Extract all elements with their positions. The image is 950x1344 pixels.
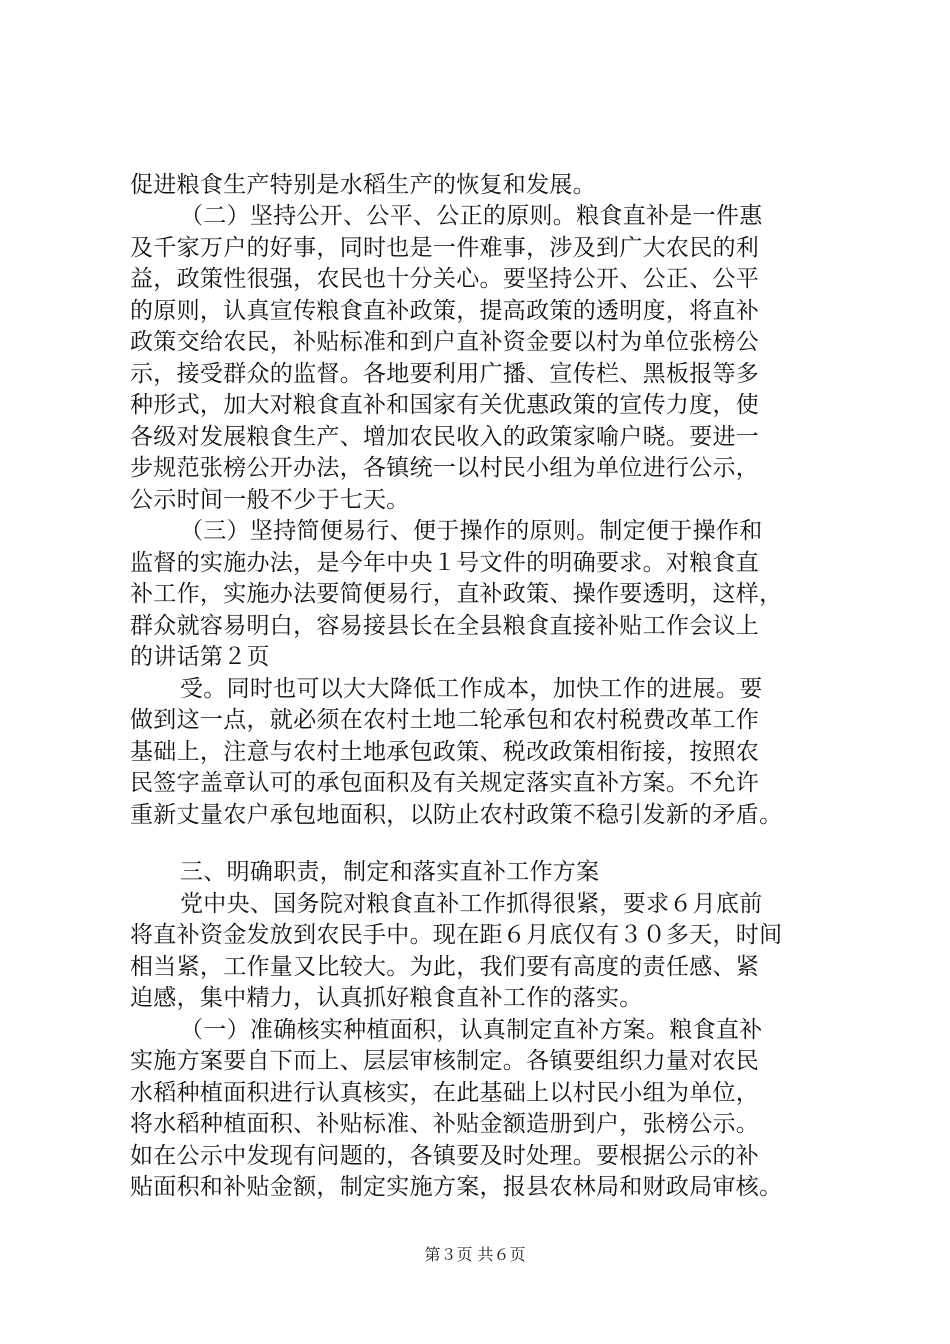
text-line: 示，接受群众的监督。各地要利用广播、宣传栏、黑板报等多 (130, 361, 760, 387)
text-line: 监督的实施办法，是今年中央１号文件的明确要求。对粮食直 (130, 550, 760, 576)
text-line: 民签字盖章认可的承包面积及有关规定落实直补方案。不允许 (130, 770, 760, 796)
section-heading: 三、明确职责，制定和落实直补工作方案 (180, 859, 600, 885)
text-line: 将直补资金发放到农民手中。现在距６月底仅有３０多天，时间 (130, 922, 783, 948)
text-line: 促进粮食生产特别是水稻生产的恢复和发展。 (130, 172, 596, 198)
text-line: 将水稻种植面积、补贴标准、补贴金额造册到户，张榜公示。 (130, 1111, 760, 1137)
text-line: 重新丈量农户承包地面积，以防止农村政策不稳引发新的矛盾。 (130, 802, 783, 828)
text-line: 水稻种植面积进行认真核实，在此基础上以村民小组为单位， (130, 1080, 760, 1106)
text-line: 群众就容易明白，容易接县长在全县粮食直接补贴工作会议上 (130, 613, 760, 639)
text-line: 的讲话第２页 (130, 644, 270, 670)
text-line: 步规范张榜公开办法，各镇统一以村民小组为单位进行公示， (130, 455, 760, 481)
text-line: 实施方案要自下而上、层层审核制定。各镇要组织力量对农民 (130, 1048, 760, 1074)
text-line: 各级对发展粮食生产、增加农民收入的政策家喻户晓。要进一 (130, 424, 760, 450)
text-line: 的原则，认真宣传粮食直补政策，提高政策的透明度，将直补 (130, 298, 760, 324)
text-line: 益，政策性很强，农民也十分关心。要坚持公开、公正、公平 (130, 266, 760, 292)
text-line: 种形式，加大对粮食直补和国家有关优惠政策的宣传力度，使 (130, 392, 760, 418)
text-line: （三）坚持简便易行、便于操作的原则。制定便于操作和 (180, 518, 763, 544)
text-line: 贴面积和补贴金额，制定实施方案，报县农林局和财政局审核。 (130, 1174, 783, 1200)
text-line: 政策交给农民，补贴标准和到户直补资金要以村为单位张榜公 (130, 329, 760, 355)
text-line: （二）坚持公开、公平、公正的原则。粮食直补是一件惠 (180, 203, 763, 229)
text-line: 及千家万户的好事，同时也是一件难事，涉及到广大农民的利 (130, 235, 760, 261)
text-line: 党中央、国务院对粮食直补工作抓得很紧，要求６月底前 (180, 891, 763, 917)
text-line: （一）准确核实种植面积，认真制定直补方案。粮食直补 (180, 1017, 763, 1043)
text-line: 受。同时也可以大大降低工作成本，加快工作的进展。要 (180, 676, 763, 702)
text-line: 如在公示中发现有问题的，各镇要及时处理。要根据公示的补 (130, 1143, 760, 1169)
text-line: 相当紧，工作量又比较大。为此，我们要有高度的责任感、紧 (130, 954, 760, 980)
page-footer: 第３页 共６页 (424, 1245, 526, 1264)
text-line: 迫感，集中精力，认真抓好粮食直补工作的落实。 (130, 985, 643, 1011)
text-line: 基础上，注意与农村土地承包政策、税改政策相衔接，按照农 (130, 739, 760, 765)
text-line: 做到这一点，就必须在农村土地二轮承包和农村税费改革工作 (130, 707, 760, 733)
text-line: 公示时间一般不少于七天。 (130, 487, 410, 513)
text-line: 补工作，实施办法要简便易行，直补政策、操作要透明，这样， (130, 581, 783, 607)
